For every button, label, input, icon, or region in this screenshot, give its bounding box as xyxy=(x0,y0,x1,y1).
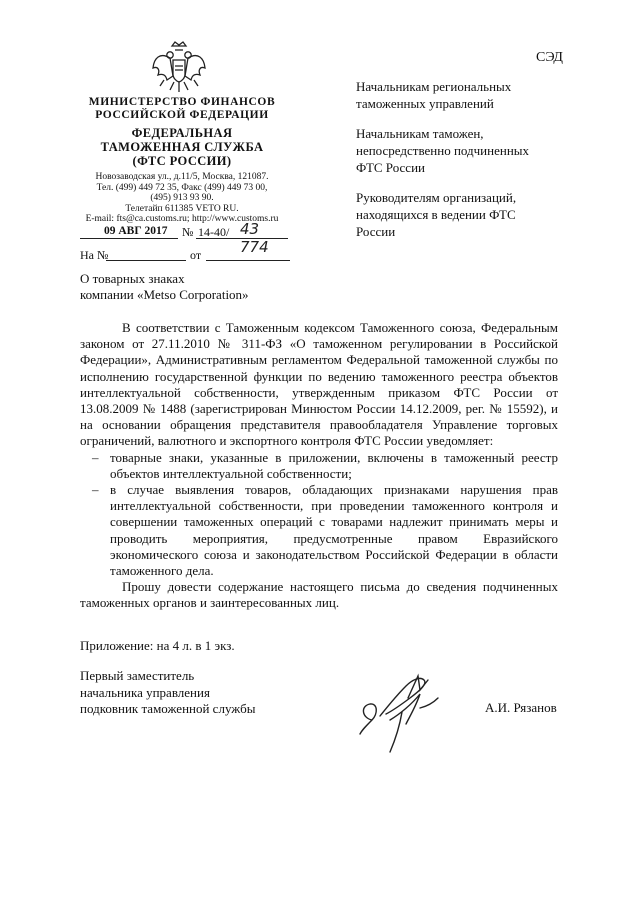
reference-label: На № xyxy=(80,248,109,262)
body-bullet-2: – в случае выявления товаров, обладающих признаками нарушения прав интеллектуальной собственности, при проведении таможенного контроля и совершении таможенных операций с товарами надлежит принимать меры и проводить мероприятия, предусмотренные правом Евразийского экономического союза и законодательством Российской Федерации в области таможенного дела. xyxy=(92,482,558,579)
recipients-block xyxy=(356,78,556,240)
address-line-4: Телетайп 611385 VETO RU. xyxy=(125,203,239,214)
recipient-2: Начальникам таможен, непосредственно подчиненных ФТС России xyxy=(356,126,530,175)
handwritten-signature xyxy=(350,668,450,760)
attachment-note: Приложение: на 4 л. в 1 экз. xyxy=(80,638,235,653)
ministry-header xyxy=(78,96,286,122)
body-bullet-1: – товарные знаки, указанные в приложении, включены в таможенный реестр объектов интеллектуальной собственности; xyxy=(92,449,558,481)
registration-number-handwritten: 43 774 xyxy=(240,220,269,256)
signatory-title xyxy=(80,668,255,718)
reference-from-label: от xyxy=(190,248,202,262)
agency-contacts xyxy=(64,172,300,225)
reference-line xyxy=(80,248,290,264)
body-intro: В соответствии с Таможенным кодексом Таможенного союза, Федеральным законом от 27.11.2010 № 311-ФЗ «О таможенном регулировании в Российской Федерации», Административным регламентом Федеральной таможенной службы по исполнению государственной функции по ведению таможенного реестра объектов интеллектуальной собственности, утвержденным приказом ФТС России от 13.08.2009 № 1488 (зарегистрирован Минюстом России 14.12.2009, рег. № 15592), и на основании обращения представителя правообладателя Управление торговых ограничений, валютного и экспортного контроля ФТС России уведомляет: xyxy=(80,320,558,449)
ministry-line-1: МИНИСТЕРСТВО ФИНАНСОВ xyxy=(88,96,276,108)
coat-of-arms-emblem xyxy=(150,40,208,94)
signatory-line-2: начальника управления xyxy=(80,684,210,700)
recipient-3: Руководителям организаций, находящихся в ведении ФТС России xyxy=(356,190,517,239)
recipient-1: Начальникам региональных таможенных управлений xyxy=(356,79,512,111)
registration-number-sign: № xyxy=(182,225,194,239)
address-line-2: Тел. (499) 449 72 35, Факс (499) 449 73 00, xyxy=(96,182,268,193)
signatory-line-3: подковник таможенной службы xyxy=(80,701,256,716)
address-line-3: (495) 913 93 90. xyxy=(150,193,214,203)
registration-number: 14-40/ xyxy=(198,225,230,239)
agency-line-2: ТАМОЖЕННАЯ СЛУЖБА xyxy=(100,140,264,154)
ministry-line-2: РОССИЙСКОЙ ФЕДЕРАЦИИ xyxy=(95,109,269,121)
sed-stamp: СЭД xyxy=(536,50,563,65)
agency-line-1: ФЕДЕРАЛЬНАЯ xyxy=(131,126,233,140)
subject xyxy=(80,271,249,303)
signatory-name: А.И. Рязанов xyxy=(485,700,557,715)
body-closing: Прошу довести содержание настоящего письма до сведения подчиненных таможенных органов и заинтересованных лиц. xyxy=(80,579,558,611)
agency-line-3: (ФТС РОССИИ) xyxy=(132,154,232,168)
subject-line-1: О товарных знаках xyxy=(80,271,185,286)
address-line-5: E-mail: fts@ca.customs.ru; http://www.customs.ru xyxy=(85,214,279,224)
signatory-line-1: Первый заместитель xyxy=(80,668,195,683)
registration-date: 09 АВГ 2017 xyxy=(104,225,168,237)
address-line-1: Новозаводская ул., д.11/5, Москва, 121087. xyxy=(95,172,269,182)
subject-line-2: компании «Metso Corporation» xyxy=(80,287,249,302)
letter-body xyxy=(80,320,558,612)
agency-header xyxy=(78,126,286,168)
